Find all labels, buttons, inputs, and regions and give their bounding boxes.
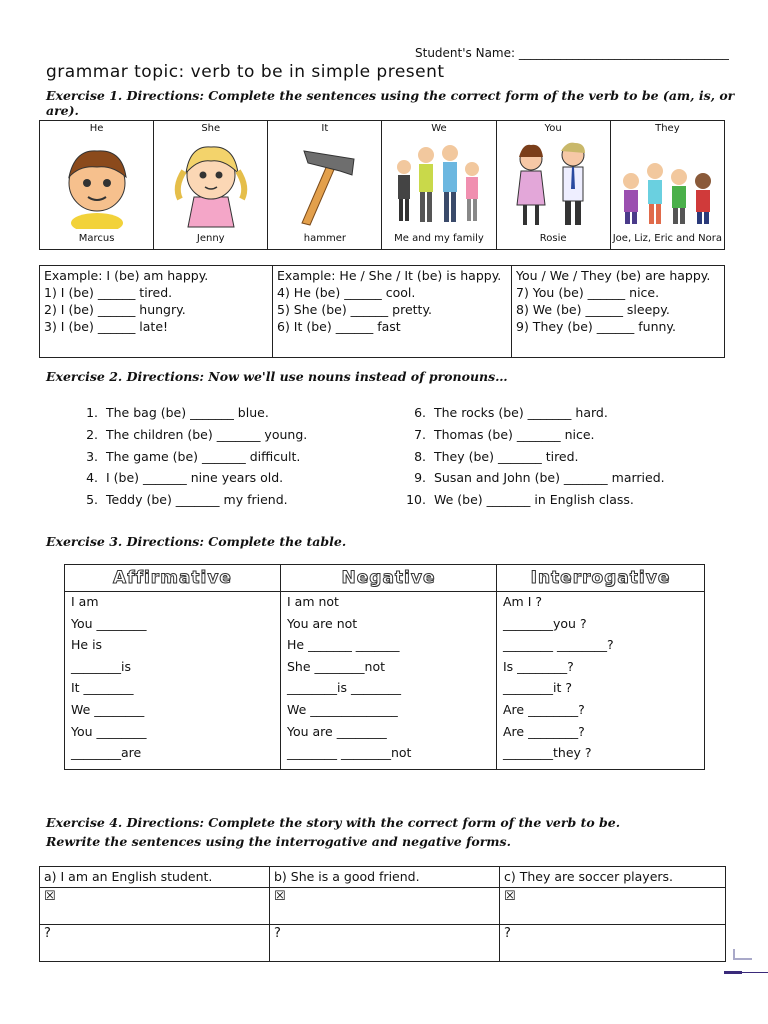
list-item[interactable]: 5. Teddy (be) _______ my friend. (86, 492, 288, 507)
family-illustration (382, 137, 496, 229)
negative-answer-cell[interactable] (270, 888, 500, 925)
girl-illustration (154, 137, 268, 229)
affirmative-column (65, 592, 281, 770)
list-item[interactable]: 8. They (be) _______ tired. (414, 449, 579, 464)
question-mark-icon: ? (504, 926, 511, 941)
page-corner-mark-icon (724, 945, 768, 975)
picture-caption: hammer (303, 233, 346, 244)
exercise-sentence[interactable]: 8) We (be) ______ sleepy. (516, 302, 670, 317)
sentence-a-header: a) I am an English student. (40, 867, 270, 888)
table-cell[interactable]: ________is ________ (287, 680, 401, 696)
boy-illustration (40, 137, 154, 229)
picture-caption: Marcus (78, 233, 115, 244)
exercise-sentence[interactable]: 7) You (be) ______ nice. (516, 285, 660, 300)
table-cell[interactable]: We ________ (71, 701, 145, 717)
picture-caption: Me and my family (394, 233, 484, 244)
picture-cell-she (154, 121, 268, 250)
hammer-illustration (268, 137, 382, 229)
question-answer-cell[interactable] (270, 925, 500, 962)
example-sentence: Example: He / She / It (be) is happy. (277, 268, 502, 283)
list-item[interactable]: 2. The children (be) _______ young. (86, 427, 308, 442)
example-sentence: You / We / They (be) are happy. (516, 268, 711, 283)
table-cell[interactable]: You are ________ (287, 723, 387, 739)
table-cell[interactable]: We ______________ (287, 701, 398, 717)
table-cell[interactable]: ________they ? (503, 745, 592, 761)
table-cell[interactable]: You ________ (71, 723, 147, 739)
table-cell[interactable]: I am (71, 594, 99, 609)
exercise-sentence[interactable]: 1) I (be) ______ tired. (44, 285, 173, 300)
grammar-topic-title: grammar topic: verb to be in simple present (46, 62, 445, 82)
exercise3-title: Exercise 3. Directions: Complete the table. (46, 534, 347, 549)
pronoun-label: He (89, 123, 104, 134)
question-answer-cell[interactable] (40, 925, 270, 962)
table-cell[interactable]: You ________ (71, 615, 147, 631)
pronoun-label: They (655, 123, 680, 134)
header-negative: Negative (281, 565, 497, 592)
header-affirmative: Affirmative (65, 565, 281, 592)
negative-x-icon: ☒ (44, 889, 56, 904)
negative-x-icon: ☒ (504, 889, 516, 904)
table-cell[interactable]: I am not (287, 594, 339, 609)
pronoun-label: You (544, 123, 562, 134)
list-item[interactable]: 9. Susan and John (be) _______ married. (414, 470, 665, 485)
exercise4-table (39, 866, 726, 962)
table-cell[interactable]: It ________ (71, 680, 134, 696)
negative-column (281, 592, 497, 770)
picture-cell-they (610, 121, 724, 250)
exercise-sentence[interactable]: 2) I (be) ______ hungry. (44, 302, 186, 317)
exercise1-column-you-we-they (512, 266, 725, 358)
table-cell[interactable]: Is ________? (503, 658, 574, 674)
table-cell[interactable]: ________are (71, 745, 142, 761)
two-people-talking-illustration (497, 137, 611, 229)
picture-cell-he (40, 121, 154, 250)
question-answer-cell[interactable] (500, 925, 726, 962)
list-item[interactable]: 7. Thomas (be) _______ nice. (414, 427, 595, 442)
table-cell[interactable]: Are ________? (503, 723, 585, 739)
picture-caption: Joe, Liz, Eric and Nora (612, 233, 722, 244)
exercise-sentence[interactable]: 3) I (be) ______ late! (44, 319, 169, 334)
sentence-c-header: c) They are soccer players. (500, 867, 726, 888)
table-cell[interactable]: ________it ? (503, 680, 572, 696)
example-sentence: Example: I (be) am happy. (44, 268, 209, 283)
picture-caption: Rosie (539, 233, 567, 244)
exercise2-title: Exercise 2. Directions: Now we'll use nouns instead of pronouns… (46, 369, 508, 384)
exercise1-title: Exercise 1. Directions: Complete the sentences using the correct form of the verb to be (am, is, or are). (46, 88, 735, 118)
exercise1-sentences-table (39, 265, 725, 358)
table-cell[interactable]: ________ ________not (287, 745, 412, 761)
pronoun-label: She (201, 123, 221, 134)
negative-answer-cell[interactable] (40, 888, 270, 925)
list-item[interactable]: 6. The rocks (be) _______ hard. (414, 405, 608, 420)
table-cell[interactable]: He _______ _______ (287, 637, 400, 653)
exercise-sentence[interactable]: 4) He (be) ______ cool. (277, 285, 416, 300)
picture-caption: Jenny (196, 233, 225, 244)
table-cell[interactable]: She ________not (287, 658, 385, 674)
student-name-line[interactable]: Student's Name: ___________________________________ (415, 46, 729, 60)
table-cell[interactable]: ________is (71, 658, 131, 674)
list-item[interactable]: 4. I (be) _______ nine years old. (86, 470, 284, 485)
picture-cell-you (496, 121, 610, 250)
sentence-b-header: b) She is a good friend. (270, 867, 500, 888)
table-cell[interactable]: You are not (287, 615, 358, 631)
table-cell[interactable]: ________ ________? (503, 637, 614, 653)
table-cell[interactable]: Am I ? (503, 594, 542, 609)
question-mark-icon: ? (44, 926, 51, 941)
list-item[interactable]: 10. We (be) _______ in English class. (406, 492, 634, 507)
table-cell[interactable]: Are ________? (503, 701, 585, 717)
exercise3-table (64, 564, 705, 770)
exercise-sentence[interactable]: 9) They (be) ______ funny. (516, 319, 677, 334)
exercise-sentence[interactable]: 5) She (be) ______ pretty. (277, 302, 433, 317)
interrogative-column (497, 592, 705, 770)
header-interrogative: Interrogative (497, 565, 705, 592)
exercise1-column-i (40, 266, 273, 358)
pronoun-label: It (321, 123, 329, 134)
negative-answer-cell[interactable] (500, 888, 726, 925)
list-item[interactable]: 3. The game (be) _______ difficult. (86, 449, 301, 464)
children-group-illustration (611, 137, 725, 229)
picture-cell-it (268, 121, 382, 250)
negative-x-icon: ☒ (274, 889, 286, 904)
exercise-sentence[interactable]: 6) It (be) ______ fast (277, 319, 401, 334)
picture-cell-we (382, 121, 496, 250)
list-item[interactable]: 1. The bag (be) _______ blue. (86, 405, 269, 420)
exercise4-title-line2: Rewrite the sentences using the interrogative and negative forms. (46, 834, 511, 849)
exercise1-column-he-she-it (273, 266, 512, 358)
table-cell[interactable]: He is (71, 637, 103, 653)
pronoun-pictures-table (39, 120, 725, 250)
exercise4-title-line1: Exercise 4. Directions: Complete the story with the correct form of the verb to be. (46, 815, 621, 830)
question-mark-icon: ? (274, 926, 281, 941)
pronoun-label: We (431, 123, 447, 134)
table-cell[interactable]: ________you ? (503, 615, 587, 631)
